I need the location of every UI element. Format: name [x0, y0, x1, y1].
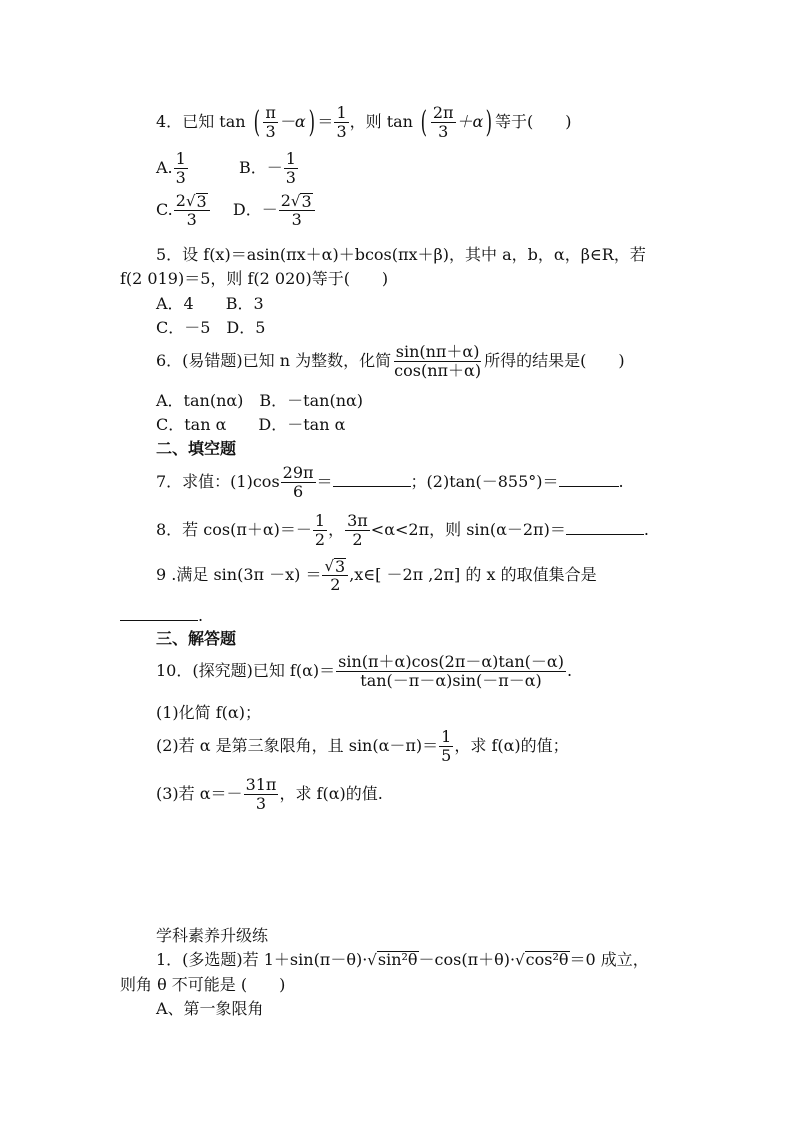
q5-line1: 5．设 f(x)＝asin(πx＋α)＋bcos(πx＋β)，其中 a，b，α，β∈R，若 — [156, 245, 646, 264]
q6-stem: 6．(易错题)已知 n 为整数，化简 $\frac{\sin(n\pi+\alpha)}{\cos(n\pi+\alpha)}$ 所得的结果是( ) — [156, 342, 625, 380]
q5-options-ab: A．4 B．3 — [156, 294, 264, 313]
q9-line2: . — [120, 606, 203, 626]
q8-stem: 8．若 cos(π＋α)＝－ $\frac{1}{2}$ ， $\frac{3\pi}{2}$ <α<2π，则 sin(α－2π)＝ . — [156, 511, 649, 549]
q6-options-ab: A．tan(nα) B．－tan(nα) — [156, 391, 364, 410]
sqrt-symbol: √ sin²θ — [367, 950, 418, 969]
answer-blank[interactable] — [559, 472, 619, 487]
q9-stem: 9 .满足 sin(3π －x) ＝ √ 3 2 ,x∈[ －2π ,2π] 的 x 的取值集合是 — [156, 557, 597, 594]
q11-option-a: A、第一象限角 — [156, 999, 264, 1018]
sqrt-symbol: √ cos²θ — [515, 950, 569, 969]
answer-blank[interactable] — [566, 520, 644, 535]
section-heading-fill-in: 二、填空题 — [156, 439, 237, 458]
q10-stem: 10．(探究题)已知 f(α)＝ $\frac{\sin(\pi+\alpha)\cos(2\pi-\alpha)\tan(-\alpha)}{\tan(-\pi-\alpha)\sin(-\pi-\alpha)}$ . — [156, 652, 573, 690]
q4-stem: 4．已知 tan ( $\frac{\pi}{3}$ －α) ＝ $\frac{1}{3}$ ，则 tan ( $\frac{2\pi}{3}$ ＋α) 等于( ) — [156, 103, 572, 141]
q6-options-cd: C．tan α D．－tan α — [156, 415, 346, 434]
sqrt-symbol: √ 3 — [185, 192, 207, 211]
fraction: $\frac{\sin(n\pi+\alpha)}{\cos(n\pi+\alpha)}$ — [394, 342, 482, 380]
q4-options-ab: A. $\frac{1}{3}$ B．－ $\frac{1}{3}$ — [156, 149, 296, 187]
fraction: $\frac{3\pi}{2}$ — [347, 511, 368, 549]
fraction: $\frac{1}{2}$ — [314, 511, 326, 549]
fraction: $\frac{1}{5}$ — [441, 727, 452, 765]
fraction: $\frac{\pi}{3}$ — [265, 103, 276, 141]
sqrt-symbol: √ 3 — [290, 192, 312, 211]
q5-line2: f(2 019)＝5，则 f(2 020)等于( ) — [120, 269, 389, 288]
q11-line2: 则角 θ 不可能是 ( ) — [120, 975, 286, 994]
fraction: $\frac{2\pi}{3}$ — [432, 103, 454, 141]
section-heading-solutions: 三、解答题 — [156, 629, 237, 648]
fraction: √ 3 2 — [322, 557, 348, 594]
q4-options-cd: C. 2 √ 3 3 D．－ 2 √ 3 3 — [156, 192, 316, 229]
q5-options-cd: C．－5 D．5 — [156, 318, 266, 337]
q11-stem: 1．(多选题)若 1＋sin(π－θ)· √ sin²θ －cos(π＋θ)· √ cos²θ ＝0 成立， — [156, 950, 649, 969]
q10-part3: (3)若 α＝－ $\frac{31\pi}{3}$ ，求 f(α)的值. — [156, 775, 383, 813]
q7-stem: 7．求值：(1)cos $\frac{29\pi}{6}$ ＝ ；(2)tan(－855°)＝ . — [156, 463, 624, 501]
answer-blank[interactable] — [120, 606, 198, 621]
fraction: $\frac{31\pi}{3}$ — [245, 775, 277, 813]
sqrt-symbol: √ 3 — [324, 557, 346, 576]
fraction: $\frac{1}{3}$ — [336, 103, 347, 141]
fraction: $\frac{\sin(\pi+\alpha)\cos(2\pi-\alpha)\tan(-\alpha)}{\tan(-\pi-\alpha)\sin(-\pi-\alpha)}$ — [338, 652, 564, 690]
answer-blank[interactable] — [333, 472, 411, 487]
fraction: $\frac{29\pi}{6}$ — [282, 463, 314, 501]
q10-part2: (2)若 α 是第三象限角，且 sin(α－π)＝ $\frac{1}{5}$ ，求 f(α)的值； — [156, 727, 569, 765]
section-heading-literacy: 学科素养升级练 — [156, 926, 269, 945]
q10-part1: (1)化简 f(α)； — [156, 703, 261, 722]
